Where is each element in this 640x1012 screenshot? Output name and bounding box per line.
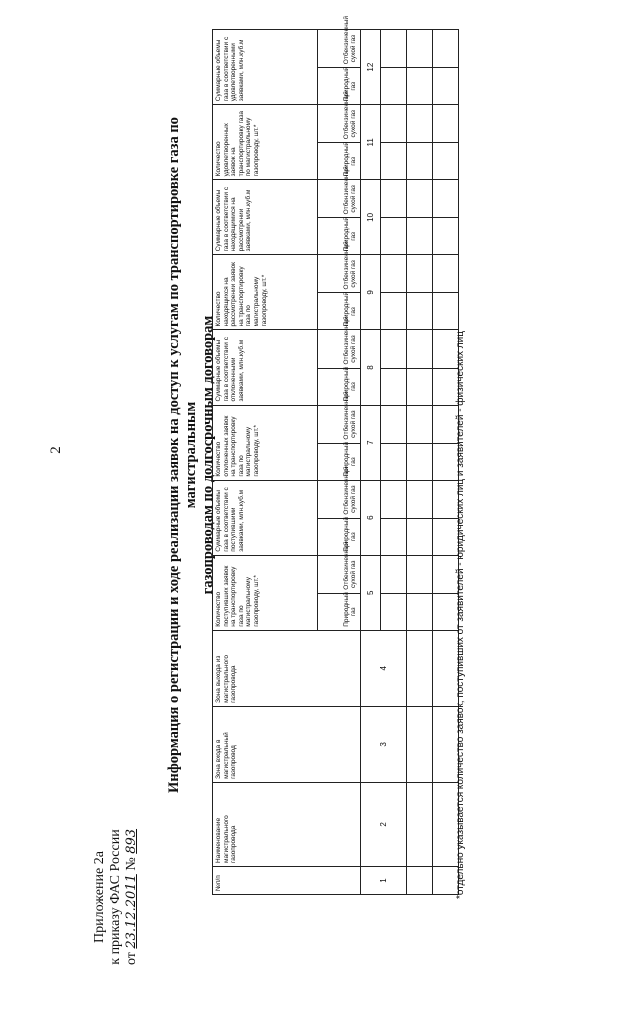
- cell: [381, 180, 407, 218]
- colnum-8: 8: [361, 330, 381, 405]
- sub-dry-7: Отбензиненный сухой газ: [318, 405, 361, 443]
- cell: [381, 218, 407, 255]
- appendix-date: 23.12.2011: [124, 874, 139, 949]
- cell: [381, 480, 407, 518]
- cell: [381, 405, 407, 443]
- sub-natural-7: Природный газ: [318, 443, 361, 480]
- cell: [381, 255, 407, 293]
- sub-natural-9: Природный газ: [318, 293, 361, 330]
- header-col-12: Суммарные объемы газа в соответствии с удовлетворенными заявками, млн.куб.м: [213, 30, 318, 105]
- sub-dry-8: Отбензиненный сухой газ: [318, 330, 361, 368]
- header-col-6: Суммарные объемы газа в соответствии с поступившими заявками, млн.куб.м: [213, 480, 318, 555]
- column-number-row: [361, 30, 381, 895]
- sub-dry-5: Отбензиненный сухой газ: [318, 555, 361, 593]
- cell: [407, 555, 433, 593]
- header-col-5: Количество поступивших заявок на транспортировку газа по магистральному газопроводу, шт.*: [213, 555, 318, 630]
- registration-table: [212, 16, 459, 895]
- cell: [407, 218, 433, 255]
- appendix-number-label: №: [124, 857, 139, 871]
- colnum-5: 5: [361, 555, 381, 630]
- colnum-9: 9: [361, 255, 381, 330]
- cell: [381, 30, 407, 68]
- cell: [407, 330, 433, 368]
- cell: [407, 443, 433, 480]
- cell: [381, 68, 407, 105]
- sub-dry-12: Отбензиненный сухой газ: [318, 30, 361, 68]
- cell: [381, 105, 407, 143]
- colnum-11: 11: [361, 105, 381, 180]
- appendix-line-2: к приказу ФАС России: [108, 829, 123, 965]
- cell: [381, 293, 407, 330]
- cell: [381, 143, 407, 180]
- colnum-10: 10: [361, 180, 381, 255]
- sub-natural-11: Природный газ: [318, 143, 361, 180]
- sub-natural-5: Природный газ: [318, 593, 361, 630]
- header-col-7: Количество отклоненных заявок на транспортировку газа по магистральному газопроводу, шт.*: [213, 405, 318, 480]
- table-row: [407, 30, 433, 895]
- colnum-2: 2: [361, 782, 407, 866]
- cell: [407, 143, 433, 180]
- header-col-10: Суммарные объемы газа в соответствии с находящимися на рассмотрении заявками, млн.куб.м: [213, 180, 318, 255]
- cell: [407, 518, 433, 555]
- cell: [381, 518, 407, 555]
- colnum-7: 7: [361, 405, 381, 480]
- cell: [381, 368, 407, 405]
- cell: [407, 180, 433, 218]
- cell: [407, 706, 433, 782]
- sub-dry-6: Отбензиненный сухой газ: [318, 480, 361, 518]
- header-row: [213, 30, 318, 895]
- sub-dry-10: Отбензиненный сухой газ: [318, 180, 361, 218]
- cell: [381, 330, 407, 368]
- title-line-1: Информация о регистрации и ходе реализации заявок на доступ к услугам по транспортировке газа по магистральным: [166, 117, 199, 793]
- cell: [407, 405, 433, 443]
- document-title: [166, 75, 217, 835]
- header-col-1: №п/п: [213, 866, 361, 894]
- appendix-number: 893: [124, 828, 139, 854]
- colnum-4: 4: [361, 630, 407, 706]
- sub-natural-6: Природный газ: [318, 518, 361, 555]
- title-line-2: газопроводам по долгосрочным договорам: [200, 315, 216, 595]
- appendix-line-3: [124, 782, 140, 1012]
- header-col-3: Зона входа в магистральный газопровод: [213, 706, 361, 782]
- cell: [407, 630, 433, 706]
- sub-dry-9: Отбензиненный сухой газ: [318, 255, 361, 293]
- colnum-6: 6: [361, 480, 381, 555]
- cell: [407, 368, 433, 405]
- header-col-9: Количество находящихся на рассмотрении заявок на транспортировку газа по магистральному газопроводу, шт.*: [213, 255, 318, 330]
- cell: [407, 293, 433, 330]
- header-col-8: Суммарные объемы газа в соответствии с отклоненными заявками, млн.куб.м: [213, 330, 318, 405]
- cell: [407, 480, 433, 518]
- cell: [407, 30, 433, 68]
- appendix-line-1: Приложение 2а: [92, 851, 107, 943]
- sub-natural-12: Природный газ: [318, 68, 361, 105]
- cell: [407, 593, 433, 630]
- cell: [407, 255, 433, 293]
- header-col-4: Зона выхода из магистрального газопровода: [213, 630, 361, 706]
- cell: [381, 443, 407, 480]
- page-number: 2: [48, 446, 64, 454]
- cell: [381, 555, 407, 593]
- cell: [407, 782, 433, 866]
- header-col-2: Наименование магистрального газопровода: [213, 782, 361, 866]
- sub-natural-10: Природный газ: [318, 218, 361, 255]
- cell: [407, 105, 433, 143]
- sub-dry-11: Отбензиненный сухой газ: [318, 105, 361, 143]
- cell: [381, 593, 407, 630]
- header-col-11: Количество удовлетворенных заявок на транспортировку газа по магистральному газопроводу, шт.*: [213, 105, 318, 180]
- cell: [407, 866, 433, 894]
- colnum-12: 12: [361, 30, 381, 105]
- colnum-3: 3: [361, 706, 407, 782]
- footnote: *отдельно указывается количество заявок, поступивших от заявителей - юридических лиц и заявителей - физических лиц: [455, 331, 466, 899]
- sub-natural-8: Природный газ: [318, 368, 361, 405]
- colnum-1: 1: [361, 866, 407, 894]
- cell: [407, 68, 433, 105]
- appendix-block: [92, 782, 140, 1012]
- appendix-date-prefix: от: [124, 952, 139, 966]
